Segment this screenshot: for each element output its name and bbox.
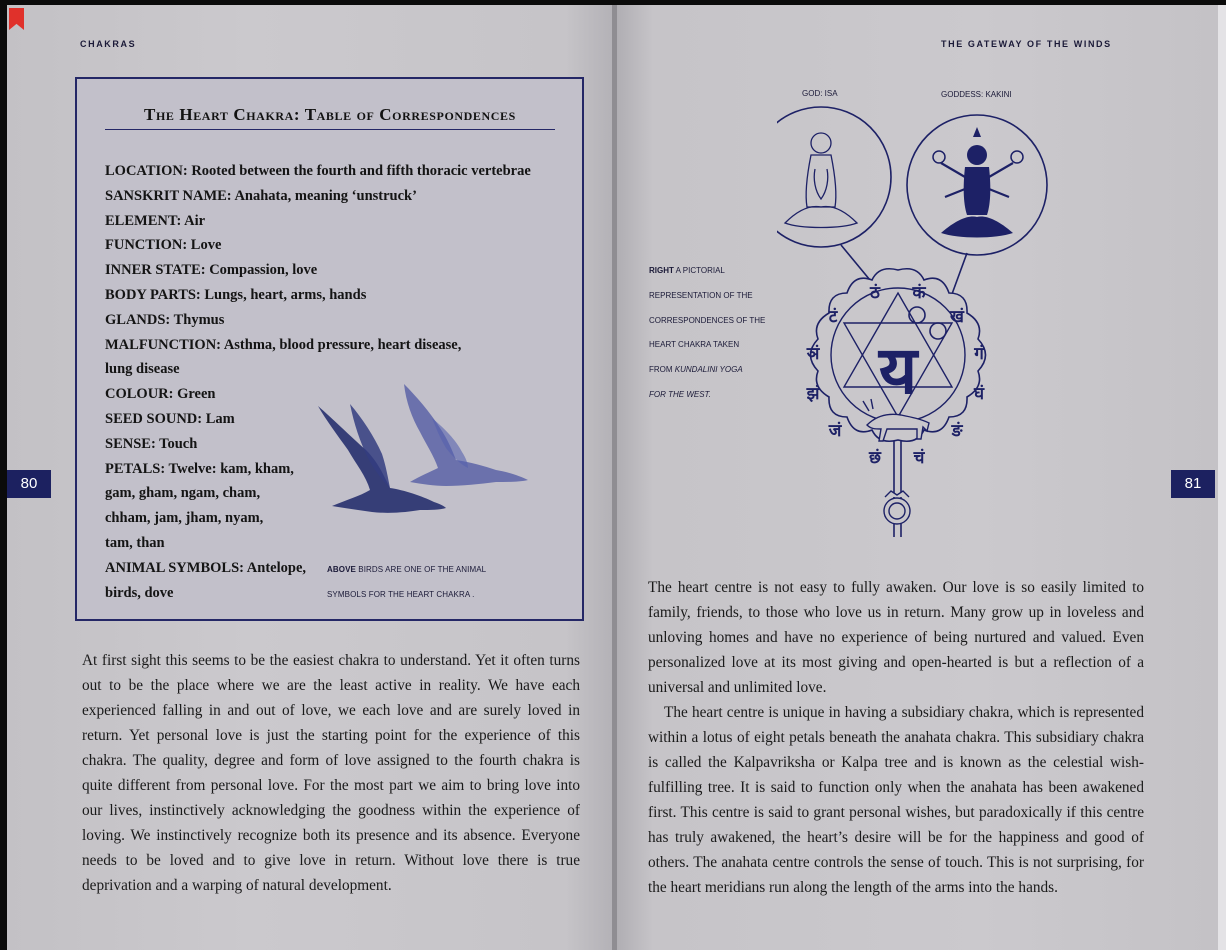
petal-syllable-10: ञं: [806, 344, 820, 364]
petal-syllable-12: ठं: [870, 283, 880, 303]
right-paragraph-2: The heart centre is unique in having a subsidiary chakra, which is represented within a lotus of eight petals beneath the anahata chakra. This subsidiary chakra is called the Kalpavriksha or Kalpa tree and is known as the celestial wish-fulfilling tree. It is said to function only when the anahata has been awakened first. This centre is said to grant personal wishes, but paradoxically if this centre has truly awakened, the heart’s desire will be for the happiness and good of others. The anahata centre controls the sense of touch. This is not surprising, for the heart meridians run along the length of the arms into the hands.: [648, 704, 1144, 896]
seed-syllable-yam: य: [878, 332, 918, 409]
right-paragraph-1: The heart centre is not easy to fully awaken. Our love is so easily limited to family, friends, to those who love us in return. Many grow up in loveless and unloving homes and have no experience of being nurtured and valued. Even personalized love at its most giving and open-hearted is but a reflection of a universal and unlimited love.: [648, 579, 1144, 696]
table-line: INNER STATE: Compassion, love: [105, 262, 318, 279]
figure-caption-line: REPRESENTATION OF THE: [649, 290, 753, 300]
left-body-text: [82, 648, 580, 898]
figure-caption-line: RIGHT A PICTORIAL: [649, 266, 725, 275]
running-head-left: CHAKRAS: [80, 39, 137, 49]
goddess-label: GODDESS: KAKINI: [941, 90, 1012, 99]
left-page: [7, 5, 614, 950]
page-number-left: 80: [7, 470, 51, 498]
petal-syllable-4: घं: [973, 384, 985, 404]
heart-chakra-diagram: [777, 97, 1077, 547]
birds-caption-line1: ABOVE BIRDS ARE ONE OF THE ANIMAL: [327, 565, 487, 574]
table-line: ANIMAL SYMBOLS: Antelope,: [105, 559, 307, 576]
petal-syllable-2: खं: [950, 307, 964, 327]
correspondences-table: [75, 77, 584, 621]
table-line: lung disease: [105, 361, 180, 378]
table-title: The Heart Chakra: Table of Correspondences: [105, 105, 555, 130]
petal-syllable-6: चं: [913, 448, 925, 468]
bird-back: [404, 384, 528, 486]
table-line: SENSE: Touch: [105, 435, 198, 452]
table-line: FUNCTION: Love: [105, 237, 222, 254]
page-edge: [1218, 5, 1226, 950]
table-line: PETALS: Twelve: kam, kham,: [105, 460, 294, 477]
table-line: SEED SOUND: Lam: [105, 410, 235, 427]
table-line: COLOUR: Green: [105, 386, 216, 403]
running-head-right: THE GATEWAY OF THE WINDS: [941, 39, 1112, 49]
table-line: ELEMENT: Air: [105, 212, 206, 229]
petal-syllable-3: गं: [974, 344, 984, 364]
table-line: gam, gham, ngam, cham,: [105, 485, 261, 502]
petal-syllable-9: झं: [806, 384, 820, 404]
goddess-kakini-figure: [933, 127, 1023, 238]
figure-caption-line: FOR THE WEST.: [649, 389, 711, 399]
petal-syllable-5: ङं: [951, 421, 963, 441]
table-line: GLANDS: Thymus: [105, 311, 225, 328]
table-line: SANSKRIT NAME: Anahata, meaning ‘unstruck’: [105, 187, 417, 204]
petal-syllable-7: छं: [869, 448, 881, 468]
right-body-text: [648, 575, 1144, 900]
figure-caption-line: CORRESPONDENCES OF THE: [649, 315, 766, 325]
table-line: MALFUNCTION: Asthma, blood pressure, heart disease,: [105, 336, 462, 353]
god-label: GOD: ISA: [802, 89, 838, 98]
figure-caption-line: FROM KUNDALINI YOGA: [649, 365, 743, 375]
left-paragraph: At first sight this seems to be the easiest chakra to understand. Yet it often turns out to be the place where we are the least active in reality. We have each experienced falling in and out of love, we each love and are surely loved in return. Yet personal love is just the starting point for the experience of this chakra. The quality, degree and form of love assigned to the fourth chakra is quite different from personal love. For the most part we aim to bring love into our lives, instinctively acknowledging the goodness within the experience of loving. We instinctively recognize both its presence and its absence. Everyone needs to be loved and to give love in return. Without love there is true deprivation and a warping of natural development.: [82, 652, 580, 894]
table-line: tam, than: [105, 534, 165, 551]
birds-illustration: [312, 384, 537, 529]
birds-caption-line2: SYMBOLS FOR THE HEART CHAKRA .: [327, 590, 475, 599]
petal-syllable-11: टं: [828, 307, 838, 327]
figure-caption: [649, 259, 789, 408]
kalpa-tree-lotus: [884, 491, 910, 524]
right-page: [617, 5, 1220, 950]
page-number-right: 81: [1171, 470, 1215, 498]
table-lines: [105, 159, 565, 605]
figure-caption-line: HEART CHAKRA TAKEN: [649, 340, 740, 350]
table-line: chham, jam, jham, nyam,: [105, 510, 264, 527]
table-line: LOCATION: Rooted between the fourth and fifth thoracic vertebrae: [105, 163, 531, 179]
table-line: BODY PARTS: Lungs, heart, arms, hands: [105, 286, 367, 303]
god-isa-figure: [785, 133, 857, 228]
petal-syllable-8: जं: [828, 421, 842, 441]
petal-syllable-1: कं: [912, 283, 926, 303]
table-line: birds, dove: [105, 584, 174, 601]
